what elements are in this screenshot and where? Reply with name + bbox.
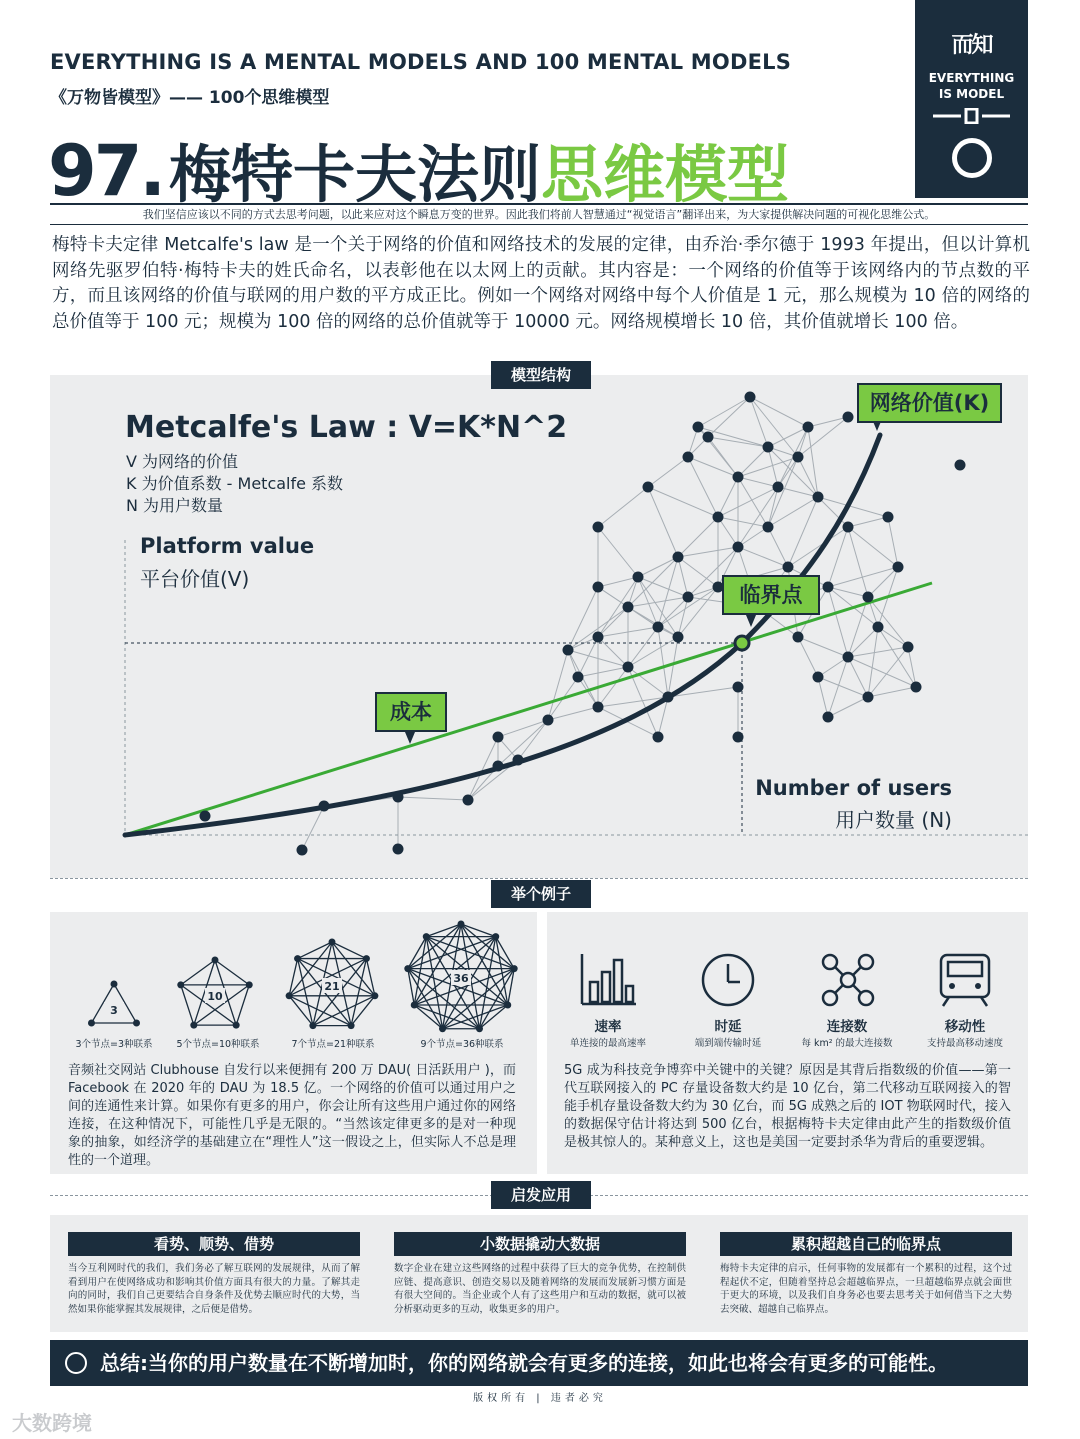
title-accent: 思维模型 (541, 138, 790, 211)
network-edge (628, 627, 658, 667)
network-node (393, 792, 404, 803)
network-node (297, 845, 308, 856)
network-node (883, 512, 894, 523)
app-text-1: 当今互利网时代的我们，我们务必了解互联网的发展规律，从而了解看到用户在使网络成功和影响其价值方面具有很大的力量。了解其走向的同时，我们自己更要结合自身条件及优势去顺应时代的大势，当然如果你能掌握其发展规律，之后便是借势。 (68, 1263, 360, 1315)
network-edge (868, 597, 908, 647)
network-edge (848, 517, 888, 527)
intro-paragraph: 梅特卡夫定律 Metcalfe's law 是一个关于网络的价值和网络技术的发展的定律，由乔治·季尔德于 1993 年提出，但以计算机网络先驱罗伯特·梅特卡夫的姓氏命名，以表彰他在以太网上的贡献。其内容是：一个网络的价值等于该网络内的节点数的平方，而且该网络的价值与联网的用户数的平方成正比。例如一个网络对网络中每个人价值是 1 元，那么规模为 10 倍的网络的总价值等于 100 元；规模为 100 倍的网络的总价值就等于 10000 元。网络规模增长 10 倍，其价值就增长 100 倍。 (52, 235, 1030, 332)
summary-text: 总结:当你的用户数量在不断增加时，你的网络就会有更多的连接，如此也将会有更多的可能性。 (100, 1351, 948, 1375)
graph-edge (332, 942, 366, 959)
metric-sub-rate: 单连接的最高速率 (569, 1038, 646, 1049)
section-tag-apps: 启发应用 (491, 1181, 591, 1209)
network-edge (738, 477, 778, 487)
network-node (573, 672, 584, 683)
network-edge (718, 477, 738, 517)
network-edge (658, 627, 668, 697)
network-node (319, 801, 330, 812)
tagline: 我们坚信应该以不同的方式去思考问题，以此来应对这个瞬息万变的世界。因此我们将前人智慧通过“视觉语言”翻译出来，为大家提供解决问题的可视化思维公式。 (50, 203, 1028, 225)
network-node (803, 422, 814, 433)
network-edge (598, 527, 638, 577)
network-edge (738, 547, 788, 567)
network-node (823, 712, 834, 723)
graph-node (329, 939, 336, 946)
network-edge (848, 657, 916, 687)
graph-edge (289, 996, 351, 1026)
example-text-left: 音频社交网站 Clubhouse 自发行以来便拥有 200 万 DAU( 日活跃用户 )，而 Facebook 在 2020 年的 DAU 为 18.5 亿。一个网络的价值可以通过用户之间的连通性来计算。如果你有更多的用户，你会让所有这些用户通过你的网络连接，在这种情况下，可能性几乎是无限的。“当然该定律更多的是对一种现象的抽象，如经济学的基础建立在“理性人”这一假设之上，但实际人不总是理性的一个道理。 (68, 1063, 516, 1168)
callout-critical-point: 临界点 (722, 575, 820, 615)
network-node (863, 592, 874, 603)
network-edge (888, 517, 898, 567)
formula-title: Metcalfe's Law : V=K*N^2 (125, 410, 568, 445)
network-edge (648, 457, 688, 487)
graph-node (111, 981, 118, 988)
network-edge (708, 397, 750, 437)
graph-node (404, 965, 411, 972)
network-node (713, 512, 724, 523)
y-axis-label-cn: 平台价值(V) (140, 567, 250, 591)
network-edge (718, 517, 768, 527)
network-node (793, 632, 804, 643)
callout-pointer-cost (405, 732, 415, 744)
network-node (733, 682, 744, 693)
section-divider (50, 878, 1028, 879)
x-axis-label-en: Number of users (755, 776, 952, 800)
network-edge (848, 527, 868, 597)
app-title-1: 看势、顺势、借势 (68, 1232, 360, 1256)
network-node (843, 652, 854, 663)
graph-edge (426, 937, 514, 969)
graph-edge (479, 1005, 507, 1029)
graph-edge (414, 1005, 442, 1029)
formula-k-def: K 为价值系数 - Metcalfe 系数 (126, 474, 344, 493)
network-node (563, 645, 574, 656)
network-edge (628, 637, 678, 667)
network-node (593, 632, 604, 643)
train-icon (937, 952, 993, 1008)
network-node (653, 732, 664, 743)
graph-caption-9: 9个节点=36种联系 (420, 1039, 504, 1050)
network-edge (750, 397, 798, 457)
formula-n-def: N 为用户数量 (126, 496, 224, 515)
brand-badge (915, 0, 1028, 198)
section-tag-model: 模型结构 (491, 361, 591, 389)
graph-edge (426, 924, 461, 937)
graph-edge (461, 924, 496, 937)
metric-title-latency: 时延 (714, 1019, 742, 1035)
metric-sub-mobility: 支持最高移动速度 (926, 1038, 1003, 1049)
graph-node (133, 1020, 140, 1027)
network-edge (638, 557, 678, 577)
graph-edge (236, 985, 249, 1025)
graph-edge (215, 960, 249, 985)
network-node (773, 482, 784, 493)
network-edge (718, 487, 778, 517)
network-node (673, 632, 684, 643)
callout-cost: 成本 (375, 692, 447, 732)
network-node (493, 761, 504, 772)
network-node (955, 460, 966, 471)
brand-text (915, 70, 1028, 102)
graph-node (423, 933, 430, 940)
network-node (593, 582, 604, 593)
graph-edge (313, 996, 375, 1026)
metric-title-rate: 速率 (594, 1019, 622, 1035)
network-node (623, 662, 634, 673)
network-edge (818, 677, 828, 717)
network-node (513, 755, 524, 766)
network-node (763, 522, 774, 533)
page-title (48, 122, 790, 212)
network-node (733, 732, 744, 743)
network-edge (778, 487, 818, 497)
network-node (673, 552, 684, 563)
network-edge (818, 677, 868, 697)
network-edge (578, 667, 628, 677)
network-node (873, 622, 884, 633)
network-edge (598, 707, 658, 737)
title-main: 梅特卡夫法则 (169, 138, 542, 211)
network-edge (498, 720, 548, 737)
network-node (683, 592, 694, 603)
network-edge (638, 577, 688, 597)
app-title-2: 小数据撬动大数据 (394, 1232, 686, 1256)
graph-node (294, 955, 301, 962)
callout-network-value: 网络价值(K) (857, 383, 1002, 423)
watermark: 大数跨境 (12, 1411, 92, 1435)
network-node (903, 642, 914, 653)
network-edge (848, 657, 868, 697)
graph-node (511, 965, 518, 972)
network-node (763, 442, 774, 453)
graph-caption-7: 7个节点=21种联系 (291, 1039, 375, 1050)
summary-bar (50, 1340, 1028, 1386)
metric-title-connections: 连接数 (826, 1019, 868, 1035)
complete-graphs (60, 920, 530, 1038)
network-node (733, 542, 744, 553)
graph-node (177, 981, 184, 988)
graph-node (504, 1002, 511, 1009)
graph-node (212, 957, 219, 964)
network-node (463, 795, 474, 806)
brand-text-line2: IS MODEL (938, 87, 1005, 101)
metric-title-mobility: 移动性 (944, 1019, 986, 1035)
network-edge (798, 637, 848, 657)
network-edge (398, 797, 468, 800)
graph-edge-count: 21 (324, 980, 340, 993)
callout-pointer-critical (746, 615, 756, 627)
network-node (633, 572, 644, 583)
network-node (643, 482, 654, 493)
network-edge (548, 650, 568, 720)
graph-edge-count: 36 (453, 972, 469, 985)
brand-circle-icon (952, 138, 992, 178)
network-node (653, 622, 664, 633)
network-node (493, 732, 504, 743)
graph-node (246, 981, 253, 988)
network-node (793, 452, 804, 463)
network-icon (820, 952, 876, 1008)
summary-note-icon (65, 1352, 87, 1374)
graph-node (309, 1022, 316, 1029)
graph-node (88, 1020, 95, 1027)
brand-text-line1: EVERYTHING (928, 71, 1015, 85)
formula-v-def: V 为网络的价值 (126, 452, 239, 471)
clock-icon (700, 952, 756, 1008)
header-chinese-subtitle: 《万物皆模型》—— 100个思维模型 (50, 88, 330, 108)
network-node (683, 452, 694, 463)
graph-caption-5: 5个节点=10种联系 (176, 1039, 260, 1050)
network-edge (738, 477, 768, 527)
brand-divider-icon (933, 108, 1010, 124)
network-edge (768, 457, 798, 527)
network-node (843, 522, 854, 533)
network-node (813, 672, 824, 683)
section-tag-example: 举个例子 (491, 880, 591, 908)
network-node (863, 692, 874, 703)
network-node (843, 412, 854, 423)
network-edge (688, 457, 718, 517)
graph-node (411, 1002, 418, 1009)
network-node (593, 702, 604, 713)
network-edge (598, 487, 648, 527)
graph-edge-count: 3 (110, 1004, 118, 1017)
app-title-3: 累积超越自己的临界点 (720, 1232, 1012, 1256)
y-axis-label-en: Platform value (140, 534, 315, 558)
brand-logo: 而知 (951, 33, 992, 58)
network-edge (668, 637, 678, 697)
graph-node (233, 1022, 240, 1029)
network-node (663, 692, 674, 703)
graph-node (363, 955, 370, 962)
network-node (393, 844, 404, 855)
network-edge (798, 637, 818, 677)
graph-edge (181, 960, 215, 985)
network-edge (768, 527, 788, 567)
network-node (593, 522, 604, 533)
graph-edge (298, 942, 332, 959)
network-edge (698, 397, 750, 427)
network-edge (768, 497, 818, 527)
app-text-3: 梅特卡夫定律的启示，任何事物的发展都有一个累积的过程，这个过程起伏不定，但随着坚持总会超越临界点，一旦超越临界点就会面世于更大的环境，以及我们自身务必也要去思考关于如何借当下之大势去突破、超越自己临界点。 (720, 1263, 1012, 1315)
network-node (703, 432, 714, 443)
network-edge (568, 587, 598, 650)
network-node (823, 582, 834, 593)
graph-node (439, 1025, 446, 1032)
metric-sub-connections: 每 km² 的最大连接数 (801, 1038, 893, 1049)
network-edge (828, 587, 848, 657)
network-node (733, 472, 744, 483)
network-node (200, 811, 211, 822)
bar-chart-icon (578, 952, 638, 1008)
graph-node (492, 933, 499, 940)
graph-edge-count: 10 (207, 990, 223, 1003)
copyright-footer: 版权所有 | 违者必究 (473, 1393, 607, 1404)
network-node (623, 602, 634, 613)
network-node (745, 392, 756, 403)
graph-node (476, 1025, 483, 1032)
x-axis-label-cn: 用户数量 (N) (835, 808, 952, 832)
graph-node (286, 992, 293, 999)
graph-node (458, 921, 465, 928)
critical-point-marker (735, 636, 749, 650)
graph-caption-3: 3个节点=3种联系 (75, 1039, 153, 1050)
network-node (893, 562, 904, 573)
network-node (783, 562, 794, 573)
app-text-2: 数字企业在建立这些网络的过程中获得了巨大的竞争优势，在控制供应链、提高意识、创造交易以及随着网络的发展而发展新习惯方面是有很大空间的。当企业或个人有了这些用户和互动的数据，就可以被分析驱动更多的互动，收集更多的用户。 (394, 1263, 686, 1315)
example-text-right: 5G 成为科技竞争博弈中关键中的关键？原因是其背后指数级的价值——第一代互联网接入的 PC 存量设备数大约是 10 亿台，第二代移动互联网接入的智能手机存量设备数大约为 30 亿台，而 5G 成熟之后的 IOT 物联网时代，接入的数据保守估计将达到 500 亿台，根据梅特卡夫定律由此产生的指数级价值是极其惊人的。某种意义上，这也是美国一定要封杀华为背后的重要逻辑。 (564, 1063, 1011, 1150)
graph-node (348, 1022, 355, 1029)
network-edge (738, 457, 798, 477)
network-node (543, 715, 554, 726)
graph-edge (181, 985, 194, 1025)
network-node (911, 682, 922, 693)
network-node (813, 492, 824, 503)
graph-node (371, 992, 378, 999)
header-english-title: EVERYTHING IS A MENTAL MODELS AND 100 MENTAL MODELS (50, 50, 792, 74)
network-edge (848, 527, 898, 567)
metric-sub-latency: 端到端传输时延 (694, 1038, 762, 1049)
network-node (693, 422, 704, 433)
title-number: 97. (48, 130, 164, 212)
graph-node (190, 1022, 197, 1029)
